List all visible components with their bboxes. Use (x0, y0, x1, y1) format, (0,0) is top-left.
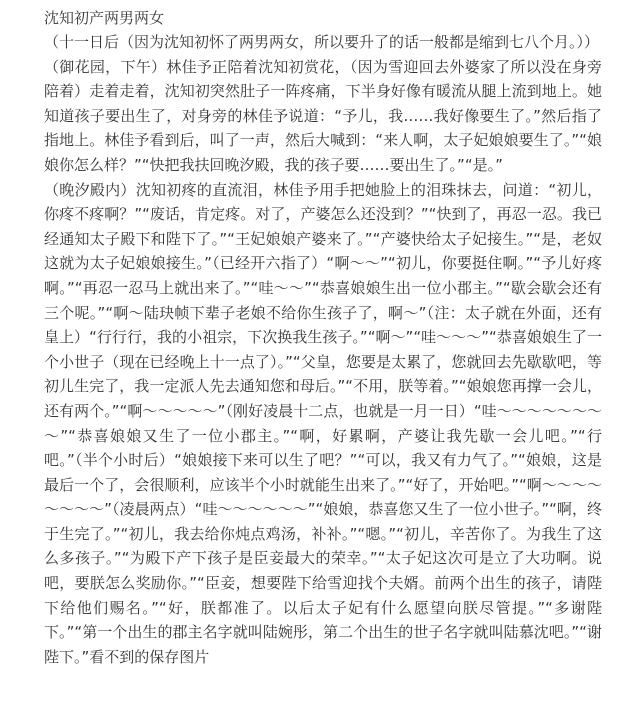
paragraph-intro: （十一日后（因为沈知初怀了两男两女，所以要升了的话一般都是缩到七八个月。）） (44, 33, 600, 51)
document-title: 沈知初产两男两女 (44, 9, 165, 27)
paragraph-garden: （御花园，下午）林佳予正陪着沈知初赏花，（因为雪迎回去外婆家了所以没在身旁陪着）走着走着，沈知初突然肚子一阵疼痛，下半身好像有暖流从腿上流到地上。她知道孩子要出生了，对身旁的林佳予说道：“予儿，我……我好像要生了。”然后指了指地上。林佳予看到后，叫了一声，然后大喊到：“来人啊，太子妃娘娘要生了。”“娘娘你怎么样？”“快把我扶回晚汐殿，我的孩子要……要出生了。”“是。” (44, 57, 602, 174)
paragraph-palace: （晚汐殿内）沈知初疼的直流泪，林佳予用手把她脸上的泪珠抹去，问道：“初儿，你疼不疼啊？”“废话，肯定疼。对了，产婆怎么还没到？”“快到了，再忍一忍。我已经通知太子殿下和陛下了。”“王妃娘娘产婆来了。”“产婆快给太子妃接生。”“是，老奴这就为太子妃娘娘接生。”（已经开六指了）“啊～～”“初儿，你要挺住啊。”“予儿好疼啊。”“再忍一忍马上就出来了。”“哇～～”“恭喜娘娘生出一位小郡主。”“歇会歇会还有三个呢。”“啊～陆玦帧下辈子老娘不给你生孩子了，啊～”（注：太子就在外面，还有皇上）“行行行，我的小祖宗，下次换我生孩子。”“啊～”“哇～～～”“恭喜娘娘生了一个小世子（现在已经晚上十一点了）。”“父皇，您要是太累了，您就回去先歇歇吧，等初儿生完了，我一定派人先去通知您和母后。”“不用，朕等着。”“娘娘您再撑一会儿，还有两个。”“啊～～～～～”（刚好凌晨十二点，也就是一月一日）“哇～～～～～～～～”“恭喜娘娘又生了一位小郡主。”“啊，好累啊，产婆让我先歇一会儿吧。”“行吧。”（半个小时后）“娘娘接下来可以生了吧？”“可以，我又有力气了。”“娘娘，这是最后一个了，会很顺利，应该半个小时就能生出来了。”“好了，开始吧。”“啊～～～～～～～～”（凌晨两点）“哇～～～～～～”“娘娘，恭喜您又生了一位小世子。”“啊，终于生完了。”“初儿，我去给你炖点鸡汤，补补。”“嗯。”“初儿，辛苦你了。为我生了这么多孩子。”“为殿下产下孩子是臣妾最大的荣幸。”“太子妃这次可是立了大功啊。说吧，要朕怎么奖励你。”“臣妾，想要陛下给雪迎找个夫婿。前两个出生的孩子，请陛下给他们赐名。”“好，朕都准了。以后太子妃有什么愿望向朕尽管提。”“多谢陛下。”“第一个出生的郡主名字就叫陆婉彤，第二个出生的世子名字就叫陆慕沈吧。”“谢陛下。”看不到的保存图片 (44, 180, 602, 666)
